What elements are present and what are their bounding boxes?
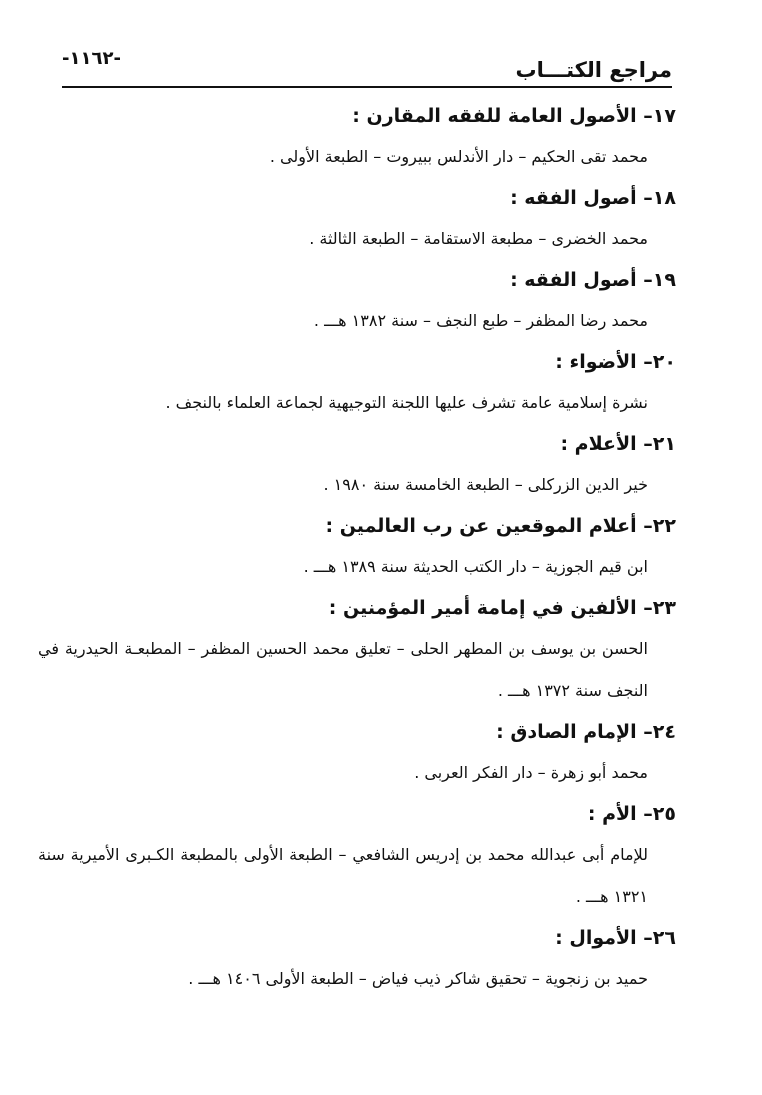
bibliography-entry <box>52 918 676 1000</box>
entry-title: ١٨– أصول الفقه : <box>510 187 676 209</box>
bibliography-entry <box>52 506 676 588</box>
entry-title: ١٧– الأصول العامة للفقه المقارن : <box>352 105 676 127</box>
entry-title: ٢٥– الأم : <box>587 803 676 825</box>
bibliography-entry <box>38 794 676 918</box>
running-title: مراجع الكتـــاب <box>515 58 672 82</box>
entry-details: حميد بن زنجوية – تحقيق شاكر ذيب فياض – الطبعة الأولى ١٤٠٦ هـــ . <box>188 969 648 988</box>
bibliography-entry <box>52 260 676 342</box>
entry-title: ٢٠– الأضواء : <box>555 351 676 373</box>
entry-details: نشرة إسلامية عامة تشرف عليها اللجنة التوجيهية لجماعة العلماء بالنجف . <box>165 393 648 412</box>
page-header <box>62 40 672 88</box>
bibliography-entry <box>52 96 676 178</box>
entry-details: للإمام أبى عبدالله محمد بن إدريس الشافعي – الطبعة الأولى بالمطبعة الكـبرى الأميرية سنة ١٣٢١ هـــ . <box>38 845 648 906</box>
bibliography-entry <box>52 424 676 506</box>
entry-title: ٢١– الأعلام : <box>560 433 676 455</box>
entry-details: محمد الخضرى – مطبعة الاستقامة – الطبعة الثالثة . <box>309 229 648 248</box>
entry-details: محمد تقى الحكيم – دار الأندلس ببيروت – الطبعة الأولى . <box>269 147 648 166</box>
bibliography-entry <box>52 342 676 424</box>
entry-title: ٢٣– الألفين في إمامة أمير المؤمنين : <box>328 597 676 619</box>
entry-title: ٢٤– الإمام الصادق : <box>496 721 676 743</box>
header-divider <box>62 86 672 88</box>
entry-title: ٢٢– أعلام الموقعين عن رب العالمين : <box>325 515 676 537</box>
entry-title: ١٩– أصول الفقه : <box>510 269 676 291</box>
entry-details: خير الدين الزركلى – الطبعة الخامسة سنة ١٩٨٠ . <box>323 475 648 494</box>
entry-details: محمد أبو زهرة – دار الفكر العربى . <box>414 763 648 782</box>
page-number: -١١٦٢- <box>62 48 121 69</box>
entry-details: محمد رضا المظفر – طبع النجف – سنة ١٣٨٢ هـــ . <box>313 311 648 330</box>
bibliography-entry <box>52 712 676 794</box>
bibliography-list <box>38 96 676 1000</box>
entry-title: ٢٦– الأموال : <box>555 927 676 949</box>
entry-details: ابن قيم الجوزية – دار الكتب الحديثة سنة ١٣٨٩ هـــ . <box>303 557 648 576</box>
bibliography-entry <box>52 178 676 260</box>
bibliography-entry <box>38 588 676 712</box>
entry-details: الحسن بن يوسف بن المطهر الحلى – تعليق محمد الحسين المظفر – المطبعـة الحيدرية في النجف سنة ١٣٧٢ هـــ . <box>38 639 648 700</box>
